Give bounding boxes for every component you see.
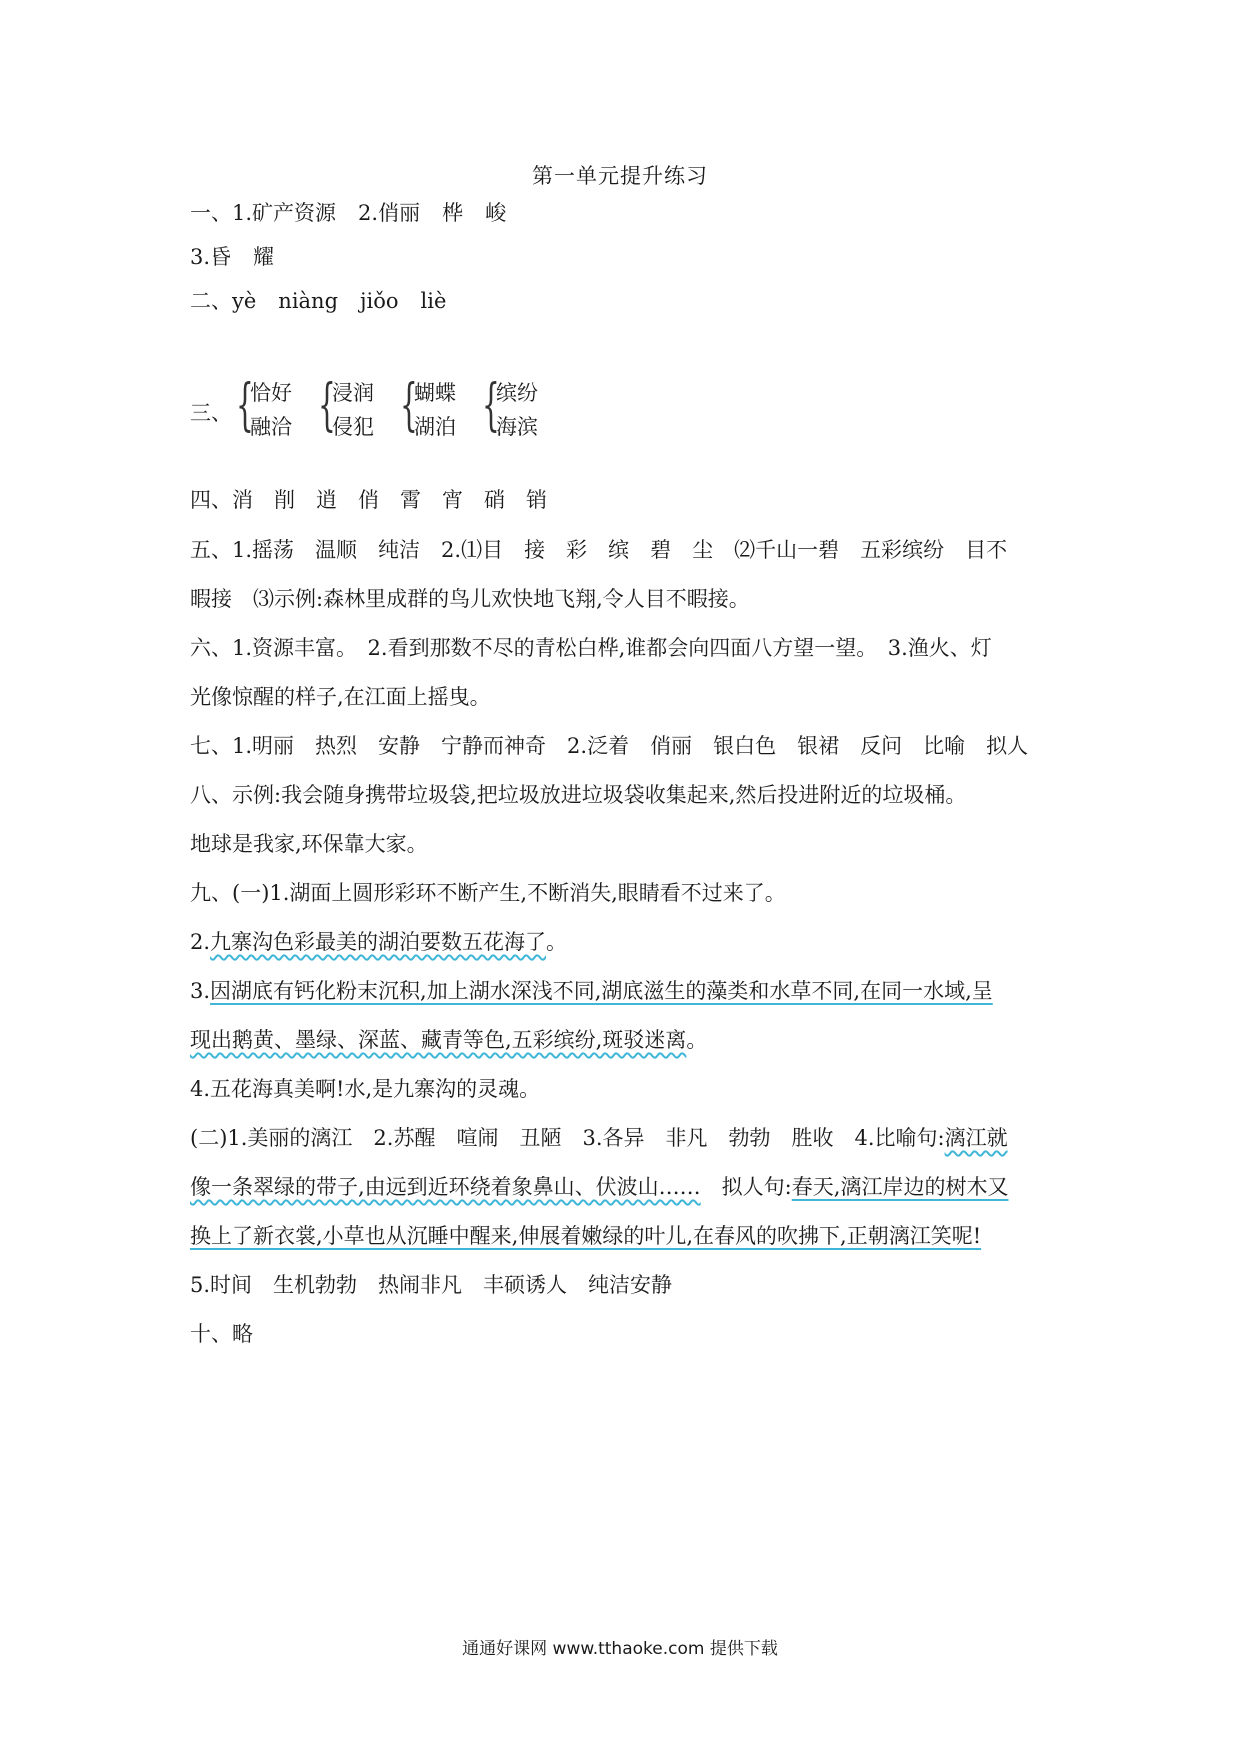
answer-1-line-2: 3.昏 耀 <box>190 245 275 269</box>
answer-6-line-2: 光像惊醒的样子,在江面上摇曳。 <box>190 685 491 709</box>
answer-9-line-9: 5.时间 生机勃勃 热闹非凡 丰硕诱人 纯洁安静 <box>190 1273 673 1297</box>
answer-9-line-3: 3.因湖底有钙化粉末沉积,加上湖水深浅不同,湖底滋生的藻类和水草不同,在同一水域,呈 <box>190 979 993 1003</box>
answer-8-line-2: 地球是我家,环保靠大家。 <box>190 832 428 856</box>
answer-1-line-1: 一、1.矿产资源 2.俏丽 桦 峻 <box>190 201 507 225</box>
brace-icon: { <box>236 373 254 438</box>
answer-9-line-6: (二)1.美丽的漓江 2.苏醒 喧闹 丑陋 3.各异 非凡 勃勃 胜收 4.比喻句:漓江就 <box>190 1126 1008 1150</box>
answer-10: 十、略 <box>190 1322 253 1346</box>
answer-9-line-1: 九、(一)1.湖面上圆形彩环不断产生,不断消失,眼睛看不过来了。 <box>190 881 786 905</box>
answer-5-line-2: 暇接 ⑶示例:森林里成群的鸟儿欢快地飞翔,令人目不暇接。 <box>190 587 750 611</box>
underlined-phrase: 换上了新衣裳,小草也从沉睡中醒来,伸展着嫩绿的叶儿,在春风的吹拂下,正朝漓江笑呢! <box>190 1224 982 1248</box>
underlined-phrase: 像一条翠绿的带子,由远到近环绕着象鼻山、伏波山…… <box>190 1175 701 1199</box>
answer-5-line-1: 五、1.摇荡 温顺 纯洁 2.⑴目 接 彩 缤 碧 尘 ⑵千山一碧 五彩缤纷 目不 <box>190 538 1008 562</box>
underlined-phrase: 春天,漓江岸边的树木又 <box>791 1175 1009 1199</box>
answer-9-line-7: 像一条翠绿的带子,由远到近环绕着象鼻山、伏波山…… 拟人句:春天,漓江岸边的树木又 <box>190 1175 1009 1199</box>
brace-icon: { <box>482 373 500 438</box>
answer-9-line-8 <box>190 1221 1060 1251</box>
underlined-phrase: 因湖底有钙化粉末沉积,加上湖水深浅不同,湖底滋生的藻类和水草不同,在同一水域,呈 <box>210 979 993 1003</box>
page-footer: 通通好课网 www.tthaoke.com 提供下载 <box>462 1639 778 1659</box>
document-page: 第一单元提升练习 一、1.矿产资源 2.俏丽 桦 峻 3.昏 耀 二、yè niàng jiǒo liè 三、 { 恰好 融洽 { 浸润 侵犯 { 蝴蝶 湖泊 { 缤纷 海滨 四、消 削 逍 俏 霄 宵 硝 销 五、1.摇荡 温顺 纯洁 2.⑴目 接 彩 缤 碧 尘 ⑵千山一碧 五彩缤纷 目不 暇接 ⑶示例:森林里成群的鸟儿欢快地飞翔,令人目不暇接。 六、1.资源丰富。 2.看到那数不尽的青松白桦,谁都会向四面八方望一望。 3.渔火、灯 光像惊醒的样子,在江面上摇曳。 七、1.明丽 热烈 安静 宁静而神奇 2.泛着 俏丽 银白色 银裙 反问 比喻 拟人 八、示例:我会随身携带垃圾袋,把垃圾放进垃圾袋收集起来,然后投进附近的垃圾桶。 地球是我家,环保靠大家。 九、(一)1.湖面上圆形彩环不断产生,不断消失,眼睛看不过来了。 2.九寨沟色彩最美的湖泊要数五花海了。 3.因湖底有钙化粉末沉积,加上湖水深浅不同,湖底滋生的藻类和水草不同,在同一水域,呈 现出鹅黄、墨绿、深蓝、藏青等色,五彩缤纷,斑驳迷离。 4.五花海真美啊!水,是九寨沟的灵魂。 (二)1.美丽的漓江 2.苏醒 喧闹 丑陋 3.各异 非凡 勃勃 胜收 4.比喻句:漓江就 像一条翠绿的带子,由远到近环绕着象鼻山、伏波山…… 拟人句:春天,漓江岸边的树木又 换上了新衣裳,小草也从沉睡中醒来,伸展着嫩绿的叶儿,在春风的吹拂下,正朝漓江笑呢! 5.时间 生机勃勃 热闹非凡 丰硕诱人 纯洁安静 十、略 通通好课网 www.tthaoke.com 提供下载 <box>0 0 1240 1754</box>
brace-icon: { <box>400 373 418 438</box>
underlined-phrase: 漓江就 <box>944 1126 1008 1150</box>
answer-2-pinyin: 二、yè niàng jiǒo liè <box>190 289 447 313</box>
underlined-phrase: 现出鹅黄、墨绿、深蓝、藏青等色,五彩缤纷,斑驳迷离 <box>190 1028 687 1052</box>
brace-icon: { <box>318 373 336 438</box>
answer-4: 四、消 削 逍 俏 霄 宵 硝 销 <box>190 488 547 512</box>
answer-6-line-1: 六、1.资源丰富。 2.看到那数不尽的青松白桦,谁都会向四面八方望一望。 3.渔火、灯 <box>190 636 992 660</box>
underlined-phrase: 九寨沟色彩最美的湖泊要数五花海了 <box>210 930 547 954</box>
page-title: 第一单元提升练习 <box>532 164 708 188</box>
answer-9-line-4: 现出鹅黄、墨绿、深蓝、藏青等色,五彩缤纷,斑驳迷离。 <box>190 1028 708 1052</box>
answer-9-line-5: 4.五花海真美啊!水,是九寨沟的灵魂。 <box>190 1077 541 1101</box>
answer-7: 七、1.明丽 热烈 安静 宁静而神奇 2.泛着 俏丽 银白色 银裙 反问 比喻 拟人 <box>190 734 1029 758</box>
answer-8-line-1: 八、示例:我会随身携带垃圾袋,把垃圾放进垃圾袋收集起来,然后投进附近的垃圾桶。 <box>190 783 967 807</box>
answer-9-line-2: 2.九寨沟色彩最美的湖泊要数五花海了。 <box>190 930 568 954</box>
